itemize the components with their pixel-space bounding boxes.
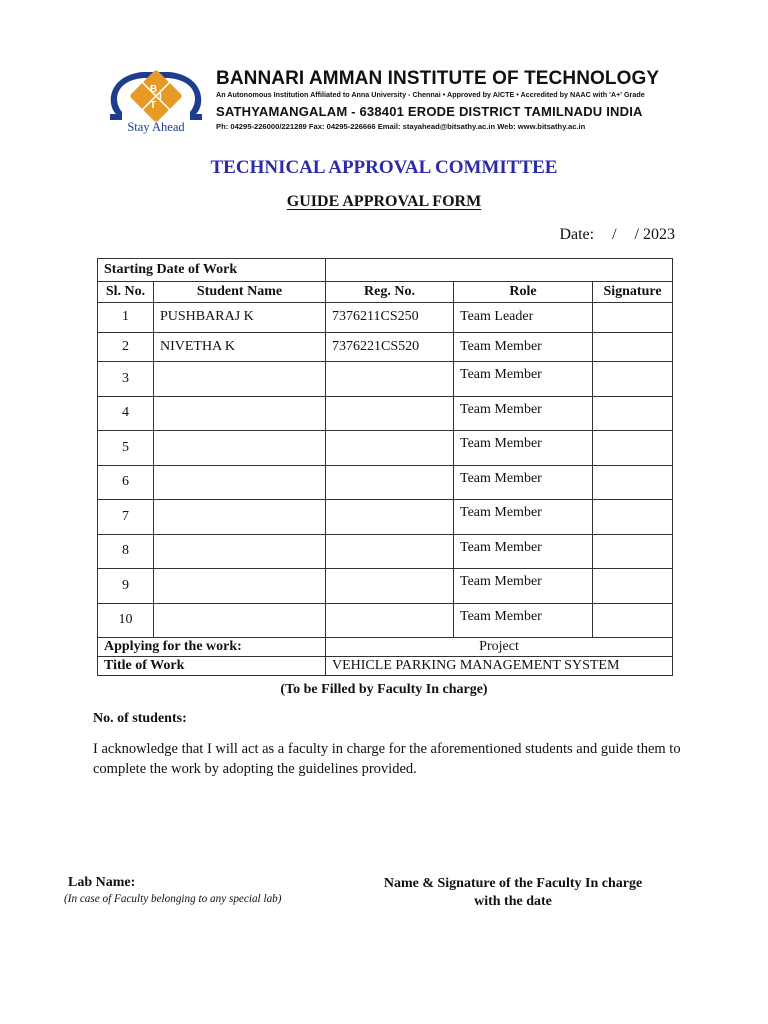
role-cell: Team Member <box>454 332 593 362</box>
logo-letter-i: I <box>159 92 162 103</box>
signature-cell[interactable] <box>593 534 673 569</box>
student-name-cell[interactable] <box>154 431 326 466</box>
table-row <box>98 465 673 500</box>
sl-no-cell: 10 <box>98 603 154 638</box>
table-row <box>98 362 673 397</box>
table-row <box>98 603 673 638</box>
date-label: Date: <box>559 226 595 243</box>
student-name-cell[interactable] <box>154 465 326 500</box>
logo-tagline: Stay Ahead <box>127 120 185 134</box>
logo-letter-t: T <box>150 100 157 111</box>
faculty-signature-line1: Name & Signature of the Faculty In charge <box>383 876 643 891</box>
student-name-cell[interactable] <box>154 534 326 569</box>
title-row <box>98 657 673 676</box>
applying-label: Applying for the work: <box>98 638 326 657</box>
acknowledgement-text: I acknowledge that I will act as a faculty in charge for the aforementioned students and guide them to complete the work by adopting the guidelines provided. <box>93 741 681 777</box>
table-row <box>98 332 673 362</box>
starting-date-value[interactable] <box>326 259 673 282</box>
table-row <box>98 431 673 466</box>
role-cell: Team Member <box>454 603 593 638</box>
reg-no-cell[interactable] <box>326 603 454 638</box>
sl-no-cell: 4 <box>98 396 154 431</box>
reg-no-cell[interactable] <box>326 362 454 397</box>
student-name-cell[interactable] <box>154 362 326 397</box>
date-field[interactable] <box>559 226 675 244</box>
header-reg-no: Reg. No. <box>326 282 454 303</box>
sl-no-cell: 3 <box>98 362 154 397</box>
table-row <box>98 303 673 333</box>
form-title-text: GUIDE APPROVAL FORM <box>286 193 482 210</box>
sl-no-cell: 2 <box>98 332 154 362</box>
role-cell: Team Member <box>454 534 593 569</box>
faculty-signature-line2: with the date <box>474 894 552 909</box>
student-table <box>97 258 673 676</box>
reg-no-cell[interactable] <box>326 534 454 569</box>
header-student-name: Student Name <box>154 282 326 303</box>
table-row <box>98 534 673 569</box>
signature-cell[interactable] <box>593 362 673 397</box>
committee-title: TECHNICAL APPROVAL COMMITTEE <box>210 157 558 178</box>
signature-cell[interactable] <box>593 569 673 604</box>
role-cell: Team Member <box>454 569 593 604</box>
student-name-cell[interactable] <box>154 603 326 638</box>
reg-no-cell[interactable] <box>326 465 454 500</box>
applying-row <box>98 638 673 657</box>
reg-no-cell[interactable] <box>326 569 454 604</box>
header-signature: Signature <box>593 282 673 303</box>
applying-value[interactable]: Project <box>326 638 673 657</box>
signature-cell[interactable] <box>593 396 673 431</box>
date-separator-1: / <box>612 226 617 243</box>
sl-no-cell: 8 <box>98 534 154 569</box>
student-name-cell[interactable]: NIVETHA K <box>154 332 326 362</box>
sl-no-cell: 7 <box>98 500 154 535</box>
student-name-cell[interactable] <box>154 396 326 431</box>
lab-name-note: (In case of Faculty belonging to any special lab) <box>64 893 282 905</box>
role-cell: Team Member <box>454 500 593 535</box>
institute-contact: Ph: 04295-226000/221289 Fax: 04295-226666 Email: stayahead@bitsathy.ac.in Web: www.bitsathy.ac.in <box>216 122 586 131</box>
table-row <box>98 500 673 535</box>
table-row <box>98 396 673 431</box>
starting-date-label: Starting Date of Work <box>98 259 326 282</box>
form-title <box>0 193 768 211</box>
faculty-section-heading: (To be Filled by Faculty In charge) <box>280 682 488 697</box>
no-of-students-label: No. of students: <box>93 711 187 726</box>
reg-no-cell[interactable]: 7376221CS520 <box>326 332 454 362</box>
role-cell: Team Member <box>454 396 593 431</box>
header-role: Role <box>454 282 593 303</box>
table-header-row <box>98 282 673 303</box>
faculty-signature-block <box>360 875 666 911</box>
lab-name-label: Lab Name: <box>68 875 136 890</box>
reg-no-cell[interactable]: 7376211CS250 <box>326 303 454 333</box>
role-cell: Team Member <box>454 362 593 397</box>
role-cell: Team Member <box>454 465 593 500</box>
signature-cell[interactable] <box>593 465 673 500</box>
logo-letter-b: B <box>150 84 158 95</box>
signature-cell[interactable] <box>593 431 673 466</box>
student-name-cell[interactable] <box>154 500 326 535</box>
reg-no-cell[interactable] <box>326 500 454 535</box>
table-row <box>98 569 673 604</box>
title-label: Title of Work <box>98 657 326 676</box>
date-separator-2: / <box>634 226 639 243</box>
signature-cell[interactable] <box>593 332 673 362</box>
date-year: 2023 <box>643 226 675 243</box>
header-sl-no: Sl. No. <box>98 282 154 303</box>
signature-cell[interactable] <box>593 303 673 333</box>
sl-no-cell: 6 <box>98 465 154 500</box>
institute-name: BANNARI AMMAN INSTITUTE OF TECHNOLOGY <box>216 68 660 89</box>
role-cell: Team Leader <box>454 303 593 333</box>
sl-no-cell: 9 <box>98 569 154 604</box>
sl-no-cell: 1 <box>98 303 154 333</box>
starting-date-row <box>98 259 673 282</box>
title-value[interactable]: VEHICLE PARKING MANAGEMENT SYSTEM <box>326 657 673 676</box>
signature-cell[interactable] <box>593 500 673 535</box>
reg-no-cell[interactable] <box>326 431 454 466</box>
reg-no-cell[interactable] <box>326 396 454 431</box>
student-name-cell[interactable]: PUSHBARAJ K <box>154 303 326 333</box>
institute-address: SATHYAMANGALAM - 638401 ERODE DISTRICT TAMILNADU INDIA <box>216 104 643 119</box>
institute-affiliation: An Autonomous Institution Affiliated to Anna University - Chennai • Approved by AICTE • Accredited by NAAC with 'A+' Grade <box>216 90 645 99</box>
student-name-cell[interactable] <box>154 569 326 604</box>
role-cell: Team Member <box>454 431 593 466</box>
sl-no-cell: 5 <box>98 431 154 466</box>
signature-cell[interactable] <box>593 603 673 638</box>
